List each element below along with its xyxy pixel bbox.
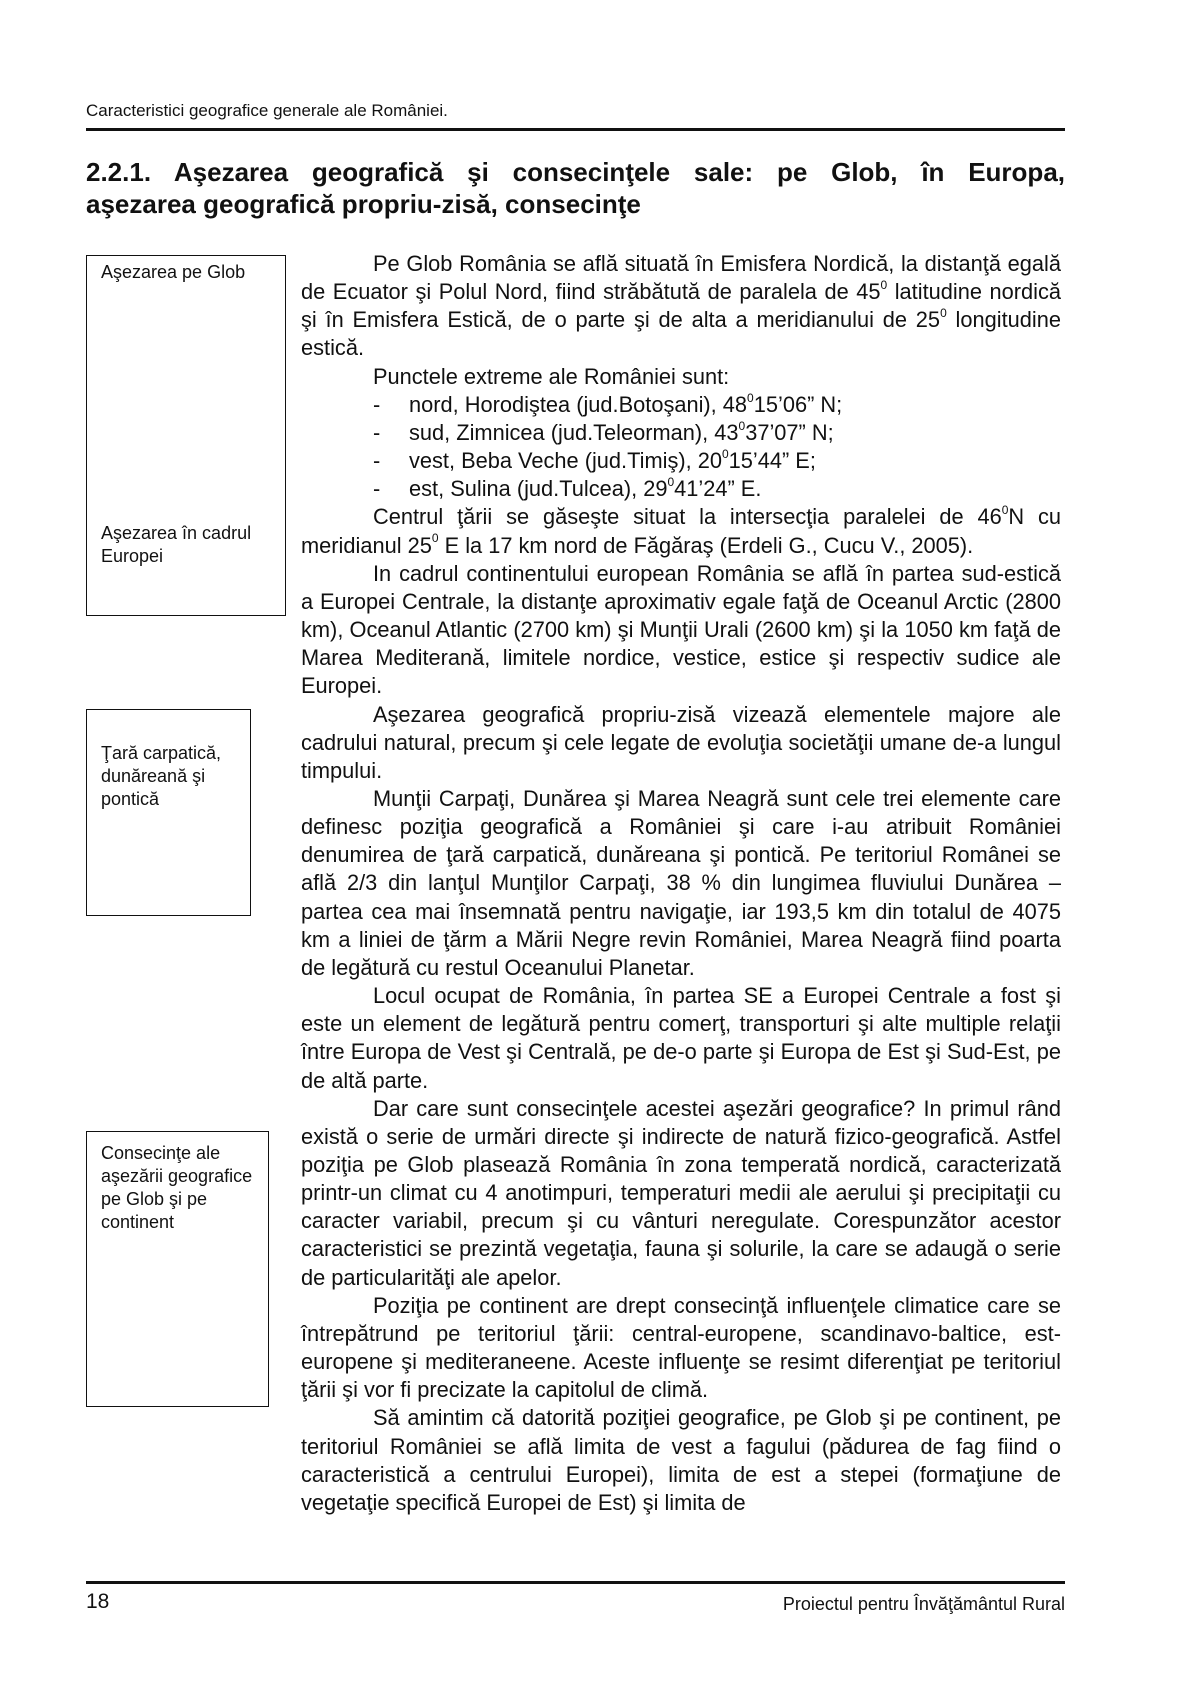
paragraph: Aşezarea geografică propriu-zisă vizează elementele majore ale cadrului natural, precum şi cele legate de evoluţia societăţii umane de-a lungul timpului. [301,701,1061,783]
paragraph: Poziţia pe continent are drept consecinţă influenţele climatice care se întrepătrund pe teritoriul ţării: central-europene, scandinavo-baltice, est-europene şi mediteraneene. Aceste influenţe se resimt diferenţiat pe teritoriul ţării şi vor fi precizate la capitolul de climă. [301,1292,1061,1403]
section-title-line2: aşezarea geografică propriu-zisă, consecinţe [86,189,641,219]
running-header: Caracteristici geografice generale ale României. [86,101,448,120]
paragraph: Punctele extreme ale României sunt: [373,363,730,389]
paragraph: Dar care sunt consecinţele acestei aşezări geografice? In primul rând există o serie de urmări directe şi indirecte de natură fizico-geografică. Astfel poziţia pe Glob plasează România în zona temperată nordică, caracterizată printr-un climat cu 4 anotimpuri, temperaturi medii ale aerului şi precipitaţii cu caracter variabil, precum şi cu vânturi neregulate. Corespunzător acestor caracteristici se prezintă vegetaţia, fauna şi solurile, la care se adaugă o serie de particularităţi ale apelor. [301,1095,1061,1290]
paragraph: In cadrul continentului european România se află în partea sud-estică a Europei Centrale, la distanţe aproximativ egale faţă de Oceanul Arctic (2800 km), Oceanul Atlantic (2700 km) şi Munţii Urali (2600 km) şi la 1050 km faţă de Marea Mediterană, limitele nordice, vestice, estice şi respectiv sudice ale Europei. [301,560,1061,699]
section-title [86,156,1065,220]
list-item: - vest, Beba Veche (jud.Timiş), $20^015’44$” E; [373,446,816,474]
sidenote-glob-europa [86,255,286,616]
paragraph: Centrul ţării se găseşte situat la intersecţia paralelei de $46^0N$ cu meridianul $25^0$ E la 17 km nord de Făgăraş (Erdeli G., Cucu V., 2005). [301,503,1062,558]
paragraph: Să amintim că datorită poziţiei geografice, pe Glob şi pe continent, pe teritoriul României se află limita de vest a fagului (pădurea de fag fiind o caracteristică a centrului Europei), limita de est a stepei (formaţiune de vegetaţie specifică Europei de Est) şi limita de [301,1405,1061,1515]
list-item: - nord, Horodiştea (jud.Botoşani), $48^015’06$” N; [373,390,843,417]
sidenote-glob: Aşezarea pe Glob [101,262,246,282]
paragraph: Locul ocupat de România, în partea SE a Europei Centrale a fost şi este un element de legătură pentru comerţ, transporturi şi alte multiple relaţii între Europa de Vest şi Centrală, pe de-o parte şi Europa de Est şi Sud-Est, pe de altă parte. [301,983,1061,1093]
list-item: - sud, Zimnicea (jud.Teleorman), $43^037’07$” N; [373,418,834,445]
footer-project: Proiectul pentru Învăţământul Rural [782,1594,1065,1614]
page-number: 18 [86,1590,110,1613]
sidenote-europa: Aşezarea în cadrul Europei [101,523,252,566]
list-item: - est, Sulina (jud.Tulcea), $29^041’24$” E. [373,474,762,502]
header-rule [86,128,1065,131]
section-title-line1: 2.2.1. Aşezarea geografică şi consecinţele sale: pe Glob, în Europa, [86,157,1065,187]
paragraph: Munţii Carpaţi, Dunărea şi Marea Neagră sunt cele trei elemente care definesc poziţia geografică a României şi care i-au atribuit României denumirea de ţară carpatică, dunăreana şi pontică. Pe teritoriul Românei se află 2/3 din lanţul Munţilor Carpaţi, 38 % din lungimea fluviului Dunărea – partea cea mai însemnată pentru navigaţie, iar 193,5 km din totalul de 4075 km a liniei de ţărm a Mării Negre revin României, Marea Neagră fiind poarta de legătură cu restul Oceanului Planetar. [301,785,1061,980]
body-text [301,250,1061,1517]
footer-rule [86,1581,1065,1584]
sidenote-tara-text: Ţară carpatică, dunăreană şi pontică [101,743,222,809]
paragraph: Pe Glob România se află situată în Emisfera Nordică, la distanţă egală de Ecuator şi Polul Nord, fiind străbătută de paralela de $45^0$ latitudine nordică şi în Emisfera Estică, de o parte şi de alta a meridianului de $25^0$ longitudine estică. [301,251,1061,361]
sidenote-consecinte [86,1131,269,1407]
sidenote-tara [86,709,251,916]
sidenote-consecinte-text: Consecinţe ale aşezării geografice pe Glob şi pe continent [101,1143,253,1232]
